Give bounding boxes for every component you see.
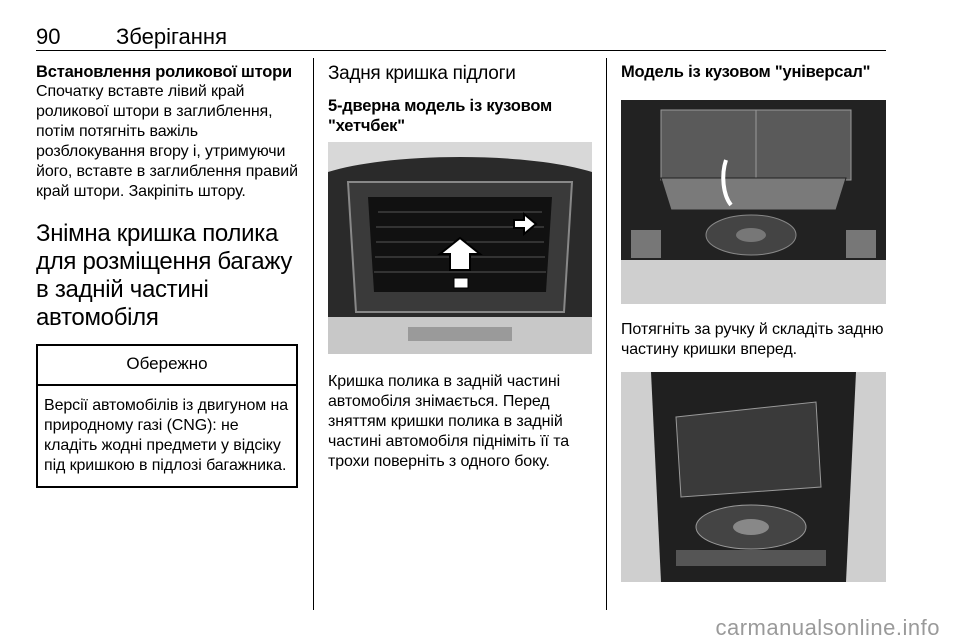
column-divider bbox=[313, 58, 314, 610]
watermark: carmanualsonline.info bbox=[715, 615, 940, 640]
header-rule bbox=[36, 50, 886, 51]
column-divider bbox=[606, 58, 607, 610]
wagon-trunk-image-2 bbox=[621, 372, 886, 582]
section-heading: Знімна кришка полика для розміщення багажу в задній частині автомобіля bbox=[36, 220, 293, 331]
caution-box bbox=[36, 344, 298, 488]
section-subheading: Встановлення роликової штори bbox=[36, 63, 292, 81]
section-subheading: Модель із кузовом "універсал" bbox=[621, 63, 871, 81]
wagon-trunk-image-1 bbox=[621, 100, 886, 304]
page-number: 90 bbox=[36, 24, 61, 49]
column-left bbox=[36, 62, 298, 488]
hatchback-trunk-image bbox=[328, 142, 592, 354]
column-right bbox=[621, 62, 886, 582]
body-paragraph: Потягніть за ручку й складіть задню частину кришки вперед. bbox=[621, 321, 884, 358]
section-subheading: 5-дверна модель із кузовом "хетчбек" bbox=[328, 97, 553, 135]
caution-text: Версії автомобілів із двигуном на природному газі (CNG): не кладіть жодні предмети у відсіку під кришкою в підлозі багажника. bbox=[44, 397, 289, 474]
body-paragraph: Спочатку вставте лівий край роликової штори в заглиблення, потім потягніть важіль розблокування вгору і, утримуючи його, вставте в заглиблення правий край штори. Закріпіть штору. bbox=[36, 83, 298, 200]
chapter-title: Зберігання bbox=[116, 24, 227, 49]
caution-title: Обережно bbox=[38, 346, 296, 386]
body-paragraph: Кришка полика в задній частині автомобіля знімається. Перед зняттям кришки полика в задній частині автомобіля підніміть її та трохи поверніть з одного боку. bbox=[328, 373, 570, 470]
section-heading: Задня кришка підлоги bbox=[328, 63, 516, 84]
column-middle bbox=[328, 62, 592, 472]
page-header bbox=[36, 18, 886, 50]
